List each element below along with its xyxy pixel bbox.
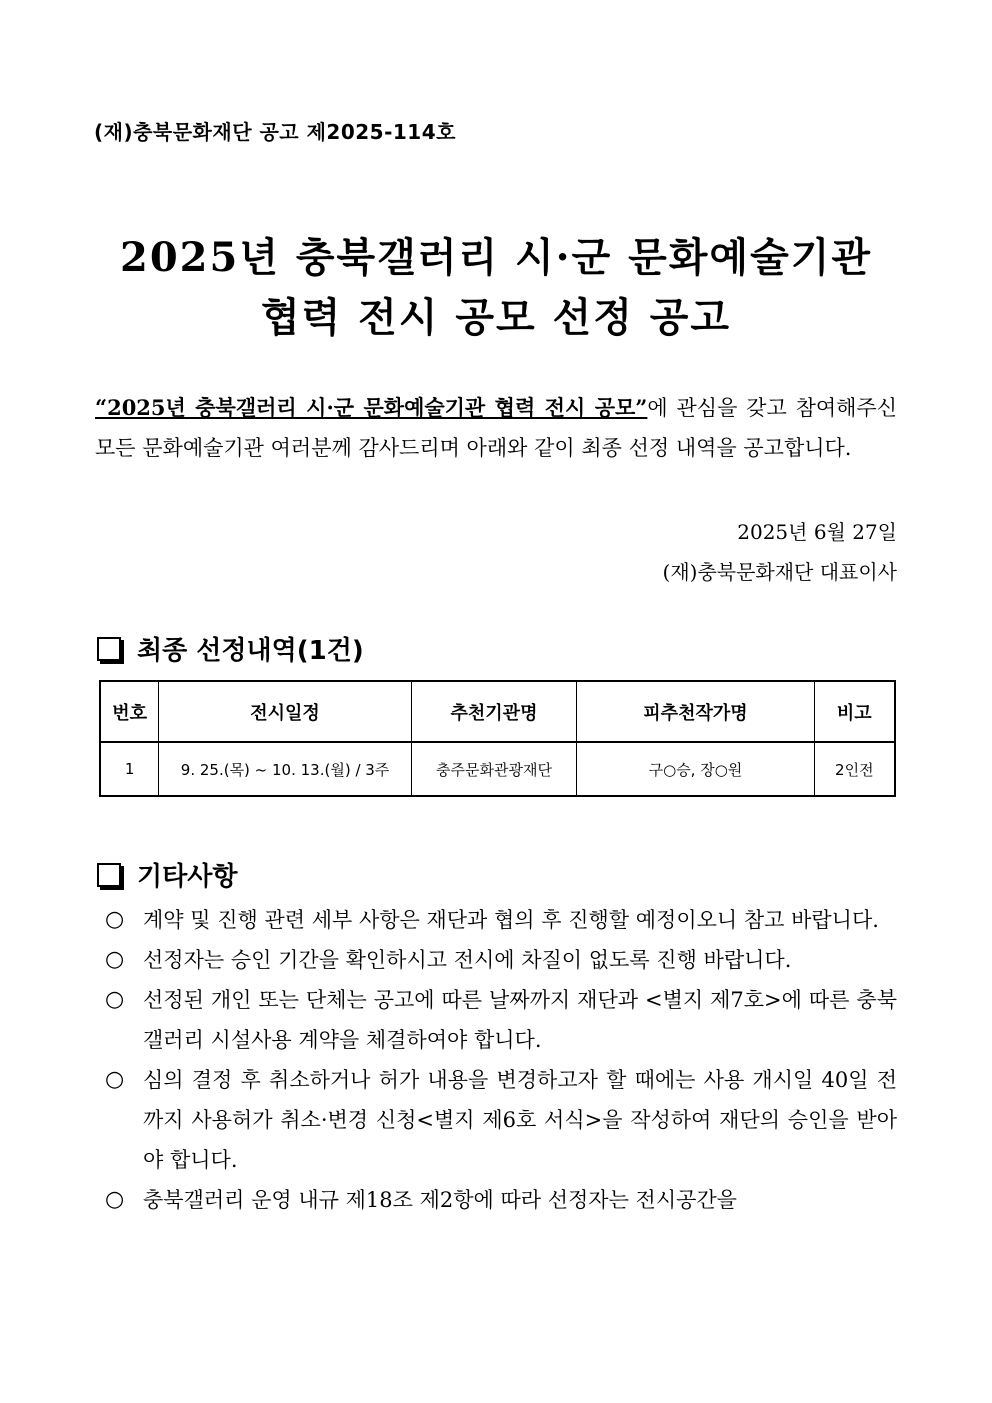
column-header: 전시일정 [159,681,411,742]
section-title: 최종 선정내역(1건) [137,636,364,666]
list-item-text: 선정자는 승인 기간을 확인하시고 전시에 차질이 없도록 진행 바랍니다. [143,948,792,972]
section-final-selection [95,630,364,667]
section-title: 기타사항 [137,862,238,892]
announcement-date: 2025년 6월 27일 [737,520,897,544]
circle-bullet-icon: ○ [105,1187,125,1212]
list-item [105,980,897,1060]
circle-bullet-icon: ○ [105,947,125,972]
selection-table [99,680,896,797]
column-header: 비고 [814,681,895,742]
checkbox-square-icon [97,863,121,887]
list-item [105,1060,897,1180]
signer: (재)충북문화재단 대표이사 [662,560,897,584]
checkbox-square-icon [97,637,121,661]
list-item-text: 계약 및 진행 관련 세부 사항은 재단과 협의 후 진행할 예정이오니 참고 바랍니다. [143,908,879,932]
circle-bullet-icon: ○ [105,907,125,932]
page-title-line2: 협력 전시 공모 선정 공고 [260,294,732,341]
table-cell: 2인전 [814,742,895,796]
notice-number: (재)충북문화재단 공고 제2025-114호 [94,120,456,144]
intro-paragraph [95,388,897,468]
section-other-matters [95,856,237,893]
table-cell: 구○승, 장○원 [577,742,814,796]
circle-bullet-icon: ○ [105,1067,125,1092]
list-item-text: 선정된 개인 또는 단체는 공고에 따른 날짜까지 재단과 <별지 제7호>에 따른 충북갤러리 시설사용 계약을 체결하여야 합니다. [143,988,897,1052]
column-header: 번호 [100,681,159,742]
table-cell: 9. 25.(목) ~ 10. 13.(월) / 3주 [159,742,411,796]
table-cell: 충주문화관광재단 [411,742,577,796]
table-header-row [100,681,895,742]
list-item-text: 충북갤러리 운영 내규 제18조 제2항에 따라 선정자는 전시공간을 [143,1188,737,1212]
column-header: 피추천작가명 [577,681,814,742]
intro-quote: “2025년 충북갤러리 시·군 문화예술기관 협력 전시 공모” [95,395,648,420]
column-header: 추천기관명 [411,681,577,742]
list-item [105,940,897,980]
other-matters-list [105,900,897,1220]
circle-bullet-icon: ○ [105,987,125,1012]
list-item [105,900,897,940]
intro-text: 에 관심을 갖고 참여해주신 모든 문화예술기관 여러분께 감사드리며 아래와 같이 최종 선정 내역을 공고합니다. [95,396,897,460]
list-item [105,1180,897,1220]
page-title-line1: 2025년 충북갤러리 시·군 문화예술기관 [120,234,872,281]
table-cell: 1 [100,742,159,796]
list-item-text: 심의 결정 후 취소하거나 허가 내용을 변경하고자 할 때에는 사용 개시일 40일 전까지 사용허가 취소·변경 신청<별지 제6호 서식>을 작성하여 재단의 승인을 받아야 합니다. [143,1068,897,1172]
table-row [100,742,895,796]
